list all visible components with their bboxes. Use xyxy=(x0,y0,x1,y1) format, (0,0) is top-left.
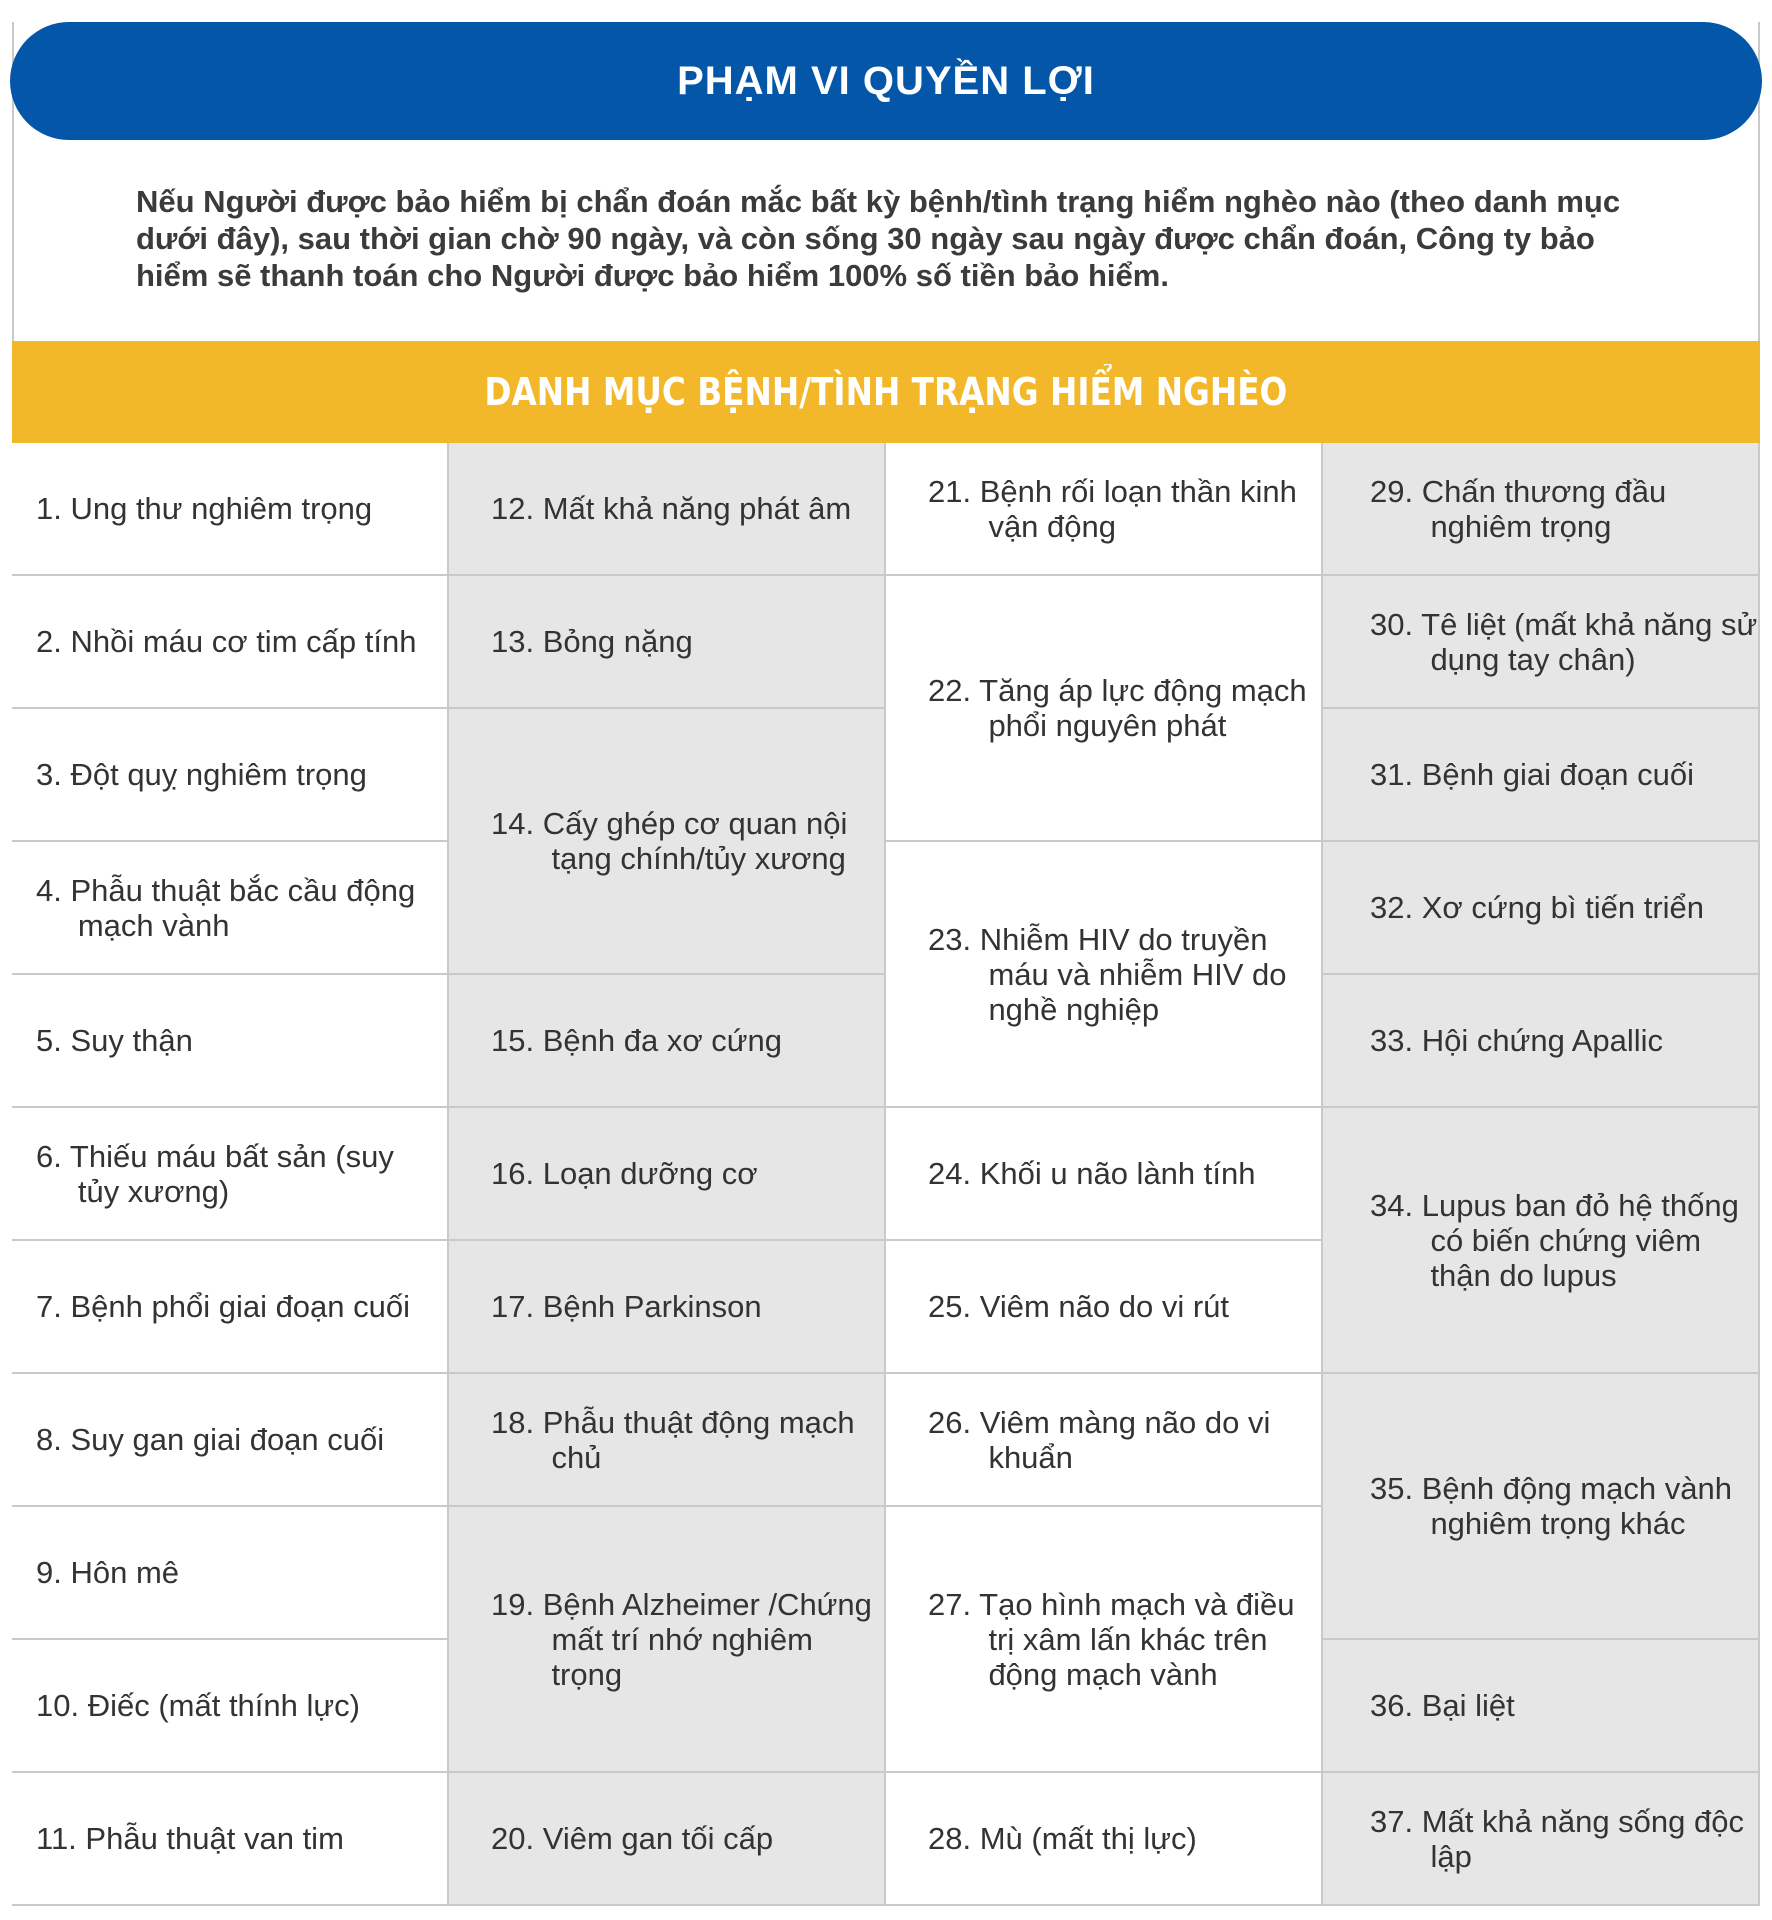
list-item: 6. Thiếu máu bất sản (suy tủy xương) xyxy=(12,1108,449,1241)
list-item: 1. Ung thư nghiêm trọng xyxy=(12,443,449,576)
list-item: 12. Mất khả năng phát âm xyxy=(449,443,886,576)
list-item: 21. Bệnh rối loạn thần kinh vận động xyxy=(886,443,1323,576)
list-item: 29. Chấn thương đầu nghiêm trọng xyxy=(1323,443,1760,576)
list-item: 26. Viêm màng não do vi khuẩn xyxy=(886,1374,1323,1507)
list-item: 19. Bệnh Alzheimer /Chứng mất trí nhớ nghiêm trọng xyxy=(449,1507,886,1773)
list-item: 7. Bệnh phổi giai đoạn cuối xyxy=(12,1241,449,1374)
list-item: 24. Khối u não lành tính xyxy=(886,1108,1323,1241)
list-item: 23. Nhiễm HIV do truyền máu và nhiễm HIV do nghề nghiệp xyxy=(886,842,1323,1108)
list-item: 15. Bệnh đa xơ cứng xyxy=(449,975,886,1108)
list-item: 13. Bỏng nặng xyxy=(449,576,886,709)
list-item: 18. Phẫu thuật động mạch chủ xyxy=(449,1374,886,1507)
list-item: 27. Tạo hình mạch và điều trị xâm lấn khác trên động mạch vành xyxy=(886,1507,1323,1773)
list-item: 4. Phẫu thuật bắc cầu động mạch vành xyxy=(12,842,449,975)
list-item: 32. Xơ cứng bì tiến triển xyxy=(1323,842,1760,975)
list-item: 16. Loạn dưỡng cơ xyxy=(449,1108,886,1241)
list-item: 8. Suy gan giai đoạn cuối xyxy=(12,1374,449,1507)
list-item: 36. Bại liệt xyxy=(1323,1640,1760,1773)
list-item: 14. Cấy ghép cơ quan nội tạng chính/tủy xương xyxy=(449,709,886,975)
list-item: 28. Mù (mất thị lực) xyxy=(886,1773,1323,1906)
banner-title: PHẠM VI QUYỀN LỢI xyxy=(10,22,1762,140)
list-item: 9. Hôn mê xyxy=(12,1507,449,1640)
list-item: 2. Nhồi máu cơ tim cấp tính xyxy=(12,576,449,709)
list-item: 34. Lupus ban đỏ hệ thống có biến chứng viêm thận do lupus xyxy=(1323,1108,1760,1374)
list-item: 33. Hội chứng Apallic xyxy=(1323,975,1760,1108)
list-item: 5. Suy thận xyxy=(12,975,449,1108)
list-title: DANH MỤC BỆNH/TÌNH TRẠNG HIỂM NGHÈO xyxy=(484,370,1288,414)
list-title-bar xyxy=(12,341,1760,443)
list-item: 22. Tăng áp lực động mạch phổi nguyên phát xyxy=(886,576,1323,842)
list-item: 35. Bệnh động mạch vành nghiêm trọng khác xyxy=(1323,1374,1760,1640)
list-item: 31. Bệnh giai đoạn cuối xyxy=(1323,709,1760,842)
disease-grid xyxy=(12,443,1760,1906)
list-item: 25. Viêm não do vi rút xyxy=(886,1241,1323,1374)
list-item: 11. Phẫu thuật van tim xyxy=(12,1773,449,1906)
intro-paragraph: Nếu Người được bảo hiểm bị chẩn đoán mắc bất kỳ bệnh/tình trạng hiểm nghèo nào (theo danh mục dưới đây), sau thời gian chờ 90 ngày, và còn sống 30 ngày sau ngày được chẩn đoán, Công ty bảo hiểm sẽ thanh toán cho Người được bảo hiểm 100% số tiền bảo hiểm. xyxy=(136,184,1621,293)
list-item: 37. Mất khả năng sống độc lập xyxy=(1323,1773,1760,1906)
list-item: 30. Tê liệt (mất khả năng sử dụng tay chân) xyxy=(1323,576,1760,709)
list-item: 3. Đột quỵ nghiêm trọng xyxy=(12,709,449,842)
list-item: 10. Điếc (mất thính lực) xyxy=(12,1640,449,1773)
list-item: 17. Bệnh Parkinson xyxy=(449,1241,886,1374)
list-item: 20. Viêm gan tối cấp xyxy=(449,1773,886,1906)
